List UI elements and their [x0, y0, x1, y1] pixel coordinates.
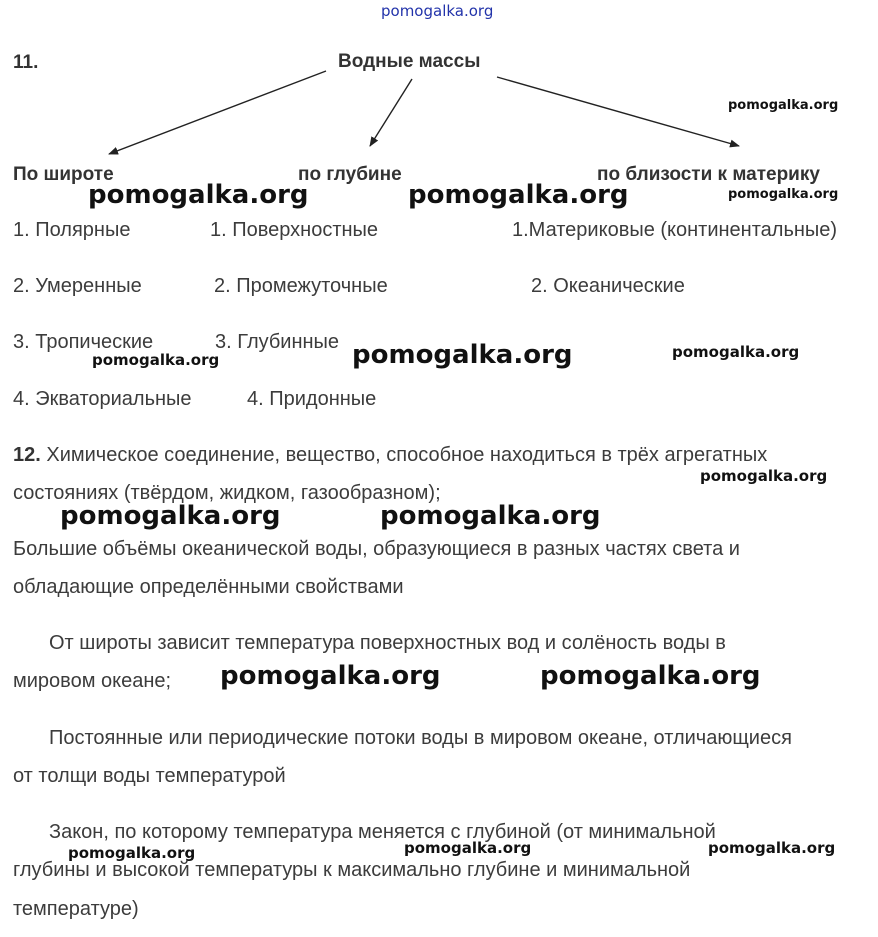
- watermark: pomogalka.org: [60, 501, 281, 531]
- depth-item: 4. Придонные: [247, 388, 377, 410]
- watermark: pomogalka.org: [380, 501, 601, 531]
- watermark: pomogalka.org: [88, 180, 309, 210]
- task-12-number: 12.: [13, 444, 41, 466]
- heading-latitude: По широте: [13, 164, 114, 185]
- depth-item: 3. Глубинные: [215, 331, 340, 353]
- task-12-p4-line2: от толщи воды температурой: [13, 765, 286, 787]
- task-11-number: 11.: [13, 52, 39, 73]
- watermark: pomogalka.org: [404, 839, 532, 857]
- proximity-item: 1.Материковые (континентальные): [512, 219, 838, 241]
- watermark: pomogalka.org: [700, 467, 828, 485]
- arrow-to-proximity: [497, 77, 739, 146]
- watermark: pomogalka.org: [352, 340, 573, 370]
- watermark: pomogalka.org: [92, 351, 220, 369]
- task-12-p1-line1: [13, 444, 767, 467]
- depth-item: 2. Промежуточные: [214, 275, 388, 297]
- task-12-p1-line2: состояниях (твёрдом, жидком, газообразном);: [13, 482, 441, 504]
- arrow-to-latitude: [109, 71, 326, 154]
- watermark: pomogalka.org: [672, 343, 800, 361]
- task-12-p5-line3: температуре): [13, 898, 139, 920]
- latitude-item: 4. Экваториальные: [13, 388, 192, 410]
- proximity-item: 2. Океанические: [531, 275, 685, 297]
- latitude-item: 3. Тропические: [13, 331, 154, 353]
- watermark: pomogalka.org: [220, 661, 441, 691]
- task-12-p5-line1: Закон, по которому температура меняется с глубиной (от минимальной: [49, 821, 716, 843]
- task-12-p5-line2: глубины и высокой температуры к максимально глубине и минимальной: [13, 859, 691, 881]
- watermark: pomogalka.org: [728, 98, 839, 113]
- watermark: pomogalka.org: [540, 661, 761, 691]
- heading-depth: по глубине: [298, 164, 402, 185]
- watermark-top: pomogalka.org: [381, 2, 494, 20]
- task-12-p3-line1: От широты зависит температура поверхностных вод и солёность воды в: [49, 632, 726, 654]
- task-12-p2-line1: Большие объёмы океанической воды, образующиеся в разных частях света и: [13, 538, 740, 560]
- water-masses-title: Водные массы: [338, 51, 481, 72]
- task-12-p3-line2: мировом океане;: [13, 670, 172, 692]
- arrow-to-depth: [370, 79, 412, 146]
- watermark: pomogalka.org: [728, 187, 839, 202]
- depth-item: 1. Поверхностные: [210, 219, 379, 241]
- latitude-item: 1. Полярные: [13, 219, 131, 241]
- heading-proximity: по близости к материку: [597, 164, 820, 185]
- watermark: pomogalka.org: [408, 180, 629, 210]
- latitude-item: 2. Умеренные: [13, 275, 142, 297]
- task-12-p2-line2: обладающие определёнными свойствами: [13, 576, 404, 598]
- task-12-p4-line1: Постоянные или периодические потоки воды в мировом океане, отличающиеся: [49, 727, 792, 749]
- watermark: pomogalka.org: [708, 839, 836, 857]
- task-12-p1-text: Химическое соединение, вещество, способное находиться в трёх агрегатных: [46, 444, 768, 466]
- watermark: pomogalka.org: [68, 844, 196, 862]
